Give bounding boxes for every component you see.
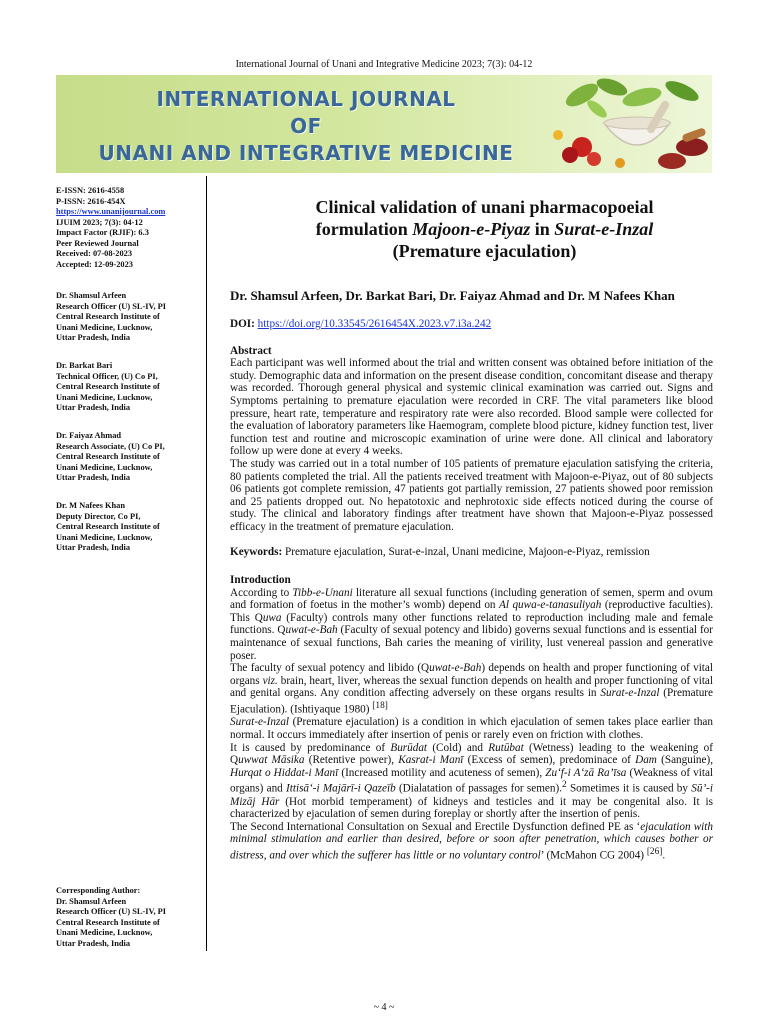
sidebar-author-4: Dr. M Nafees Khan Deputy Director, Co PI, Central Research Institute of Unani Medicine, Lucknow, Uttar Pradesh, India [56,501,160,552]
sidebar-author-3: Dr. Faiyaz Ahmad Research Associate, (U) Co PI, Central Research Institute of Unani Medicine, Lucknow, Uttar Pradesh, India [56,431,165,482]
ijuim-citation: IJUIM 2023; 7(3): 04-12 [56,217,143,227]
article-title: Clinical validation of unani pharmacopoeial formulation Majoon-e-Piyaz in Surat-e-Inzal (Premature ejaculation) [315,197,654,261]
banner-title-line-2: OF [290,114,322,138]
citation-ref-26[interactable]: [26] [646,847,663,858]
banner-title-line-3: UNANI AND INTEGRATIVE MEDICINE [98,141,514,165]
article-authors: Dr. Shamsul Arfeen, Dr. Barkat Bari, Dr. Faiyaz Ahmad and Dr. M Nafees Khan [230,288,675,303]
introduction-heading: Introduction [230,574,291,587]
journal-banner [56,75,712,173]
page-number: ~ 4 ~ [373,1002,395,1013]
intro-paragraph-1: According to Tibb-e-Unani literature all sexual functions (including generation of semen, sperm and ovum and formation of foetus in the mother’s womb) depend on Al quwa-e-tanasuliyah (reproductive faculties). This Quwa (Faculty) controls many other functions related to reproduction including male and female functions. Quwat-e-Bah (Faculty of sexual potency and libido) governs sexual functions and is essential for maintenance of sexual functions, Bah caries the meaning of virility, lust venereal passion and generative poser. [230,586,713,662]
abstract-paragraph-2: The study was carried out in a total number of 105 patients of premature ejaculation satisfying the criteria, 80 patients completed the trial. All the patients received treatment with Majoon-e-Piyaz, out of 80 subjects 06 patients got complete remission, 47 patients got partially remission, 27 patients showed poor remission and 25 patients dropped out. No hepatotoxic and nephrotoxic side effects noticed during the course of study. The clinical and laboratory findings after treatment have shown that Majoon-e-Piyaz possessed efficacy in the treatment of premature ejaculation. [230,457,713,533]
eissn: E-ISSN: 2616-4558 [56,186,125,195]
keywords: Keywords: Premature ejaculation, Surat-e-inzal, Unani medicine, Majoon-e-Piyaz, remission [230,545,650,558]
accepted-date: Accepted: 12-09-2023 [56,259,133,269]
doi-link[interactable]: https://doi.org/10.33545/2616454X.2023.v7.i3a.242 [257,318,492,330]
sidebar-author-2: Dr. Barkat Bari Technical Officer, (U) Co PI, Central Research Institute of Unani Medicine, Lucknow, Uttar Pradesh, India [56,361,160,412]
corresponding-author: Corresponding Author: Dr. Shamsul Arfeen Research Officer (U) SL-IV, PI Central Research Institute of Unani Medicine, Lucknow, Uttar Pradesh, India [56,886,167,948]
intro-paragraph-3: Surat-e-Inzal (Premature ejaculation) is a condition in which ejaculation of semen takes place earlier than normal. It occurs immediately after insertion of penis or rarely even on friction with clothes. [230,716,713,741]
article-main [230,196,713,862]
intro-paragraph-5: The Second International Consultation on Sexual and Erectile Dysfunction defined PE as ‘ejaculation with minimal stimulation and earlier than desired, before or soon after penetration, which causes bother or distress, and over which the sufferer has little or no voluntary control’ (McMahon CG 2004) [26]. [230,820,713,862]
column-divider [206,176,207,951]
doi-line: DOI: https://doi.org/10.33545/2616454X.2023.v7.i3a.242 [230,318,492,330]
running-head: International Journal of Unani and Integrative Medicine 2023; 7(3): 04-12 [235,59,533,70]
pissn: P-ISSN: 2616-454X [56,196,126,206]
abstract-heading: Abstract [230,344,272,357]
banner-title-line-1: INTERNATIONAL JOURNAL [156,87,456,111]
peer-reviewed: Peer Reviewed Journal [56,238,139,248]
journal-url-link[interactable]: https://www.unanijournal.com [56,207,166,216]
intro-paragraph-4: It is caused by predominance of Burūdat (Cold) and Rutūbat (Wetness) leading to the weakening of Quwwat Māsika (Retentive power), Kasrat-i Manī (Excess of semen), predominace of Dam (Sanguine), Hurqat o Hiddat-i Manī (Increased motility and acuteness of semen), Zu‘f-i A‘zā Ra’īsa (Weakness of vital organs) and Ittisā‘-i Majārī-i Qazeīb (Dialatation of passages for semen).$^2$ Sometimes it is caused by Sū’-i Mizāj Hār (Hot morbid temperament) of kidneys and testicles and it may be congenital also. It is characterized by ejaculation of semen during foreplay or shortly after the insertion of penis. [230,741,714,821]
sidebar-author-1: Dr. Shamsul Arfeen Research Officer (U) SL-IV, PI Central Research Institute of Unani Medicine, Lucknow, Uttar Pradesh, India [56,291,167,342]
received-date: Received: 07-08-2023 [56,249,133,258]
herbs-mortar-illustration [542,75,712,173]
citation-ref-18[interactable]: [18] [372,701,388,712]
journal-info-sidebar [56,186,206,270]
impact-factor: Impact Factor (RJIF): 6.3 [56,228,149,237]
citation-ref-2[interactable]: 2 [562,780,567,791]
abstract-paragraph-1: Each participant was well informed about the trial and written consent was obtained before initiation of the study. Demographic data and information on the present disease condition, concomitant disease and therapy was recorded. Thorough general physical and systemic clinical examination was carried out. Signs and Symptoms pertaining to premature ejaculation were recorded in CRF. The vital parameters like blood pressure, heart rate, temperature and respiratory rate were also recorded. Blood sample were collected for the evaluation of laboratory parameters like Haemogram, complete blood picture, kidney function test, liver function test and routine and microscopic examination of urine were done. All clinical and laboratory follow up were done at every 4 weeks. [230,357,713,458]
intro-paragraph-2: The faculty of sexual potency and libido (Quwat-e-Bah) depends on health and proper functioning of vital organs viz. brain, heart, liver, whereas the sexual function depends on health and proper functioning of vital and genital organs. Any condition affecting adversely on these organs results in Surat-e-Inzal (Premature Ejaculation). (Ishtiyaque 1980) [18] [230,662,713,716]
